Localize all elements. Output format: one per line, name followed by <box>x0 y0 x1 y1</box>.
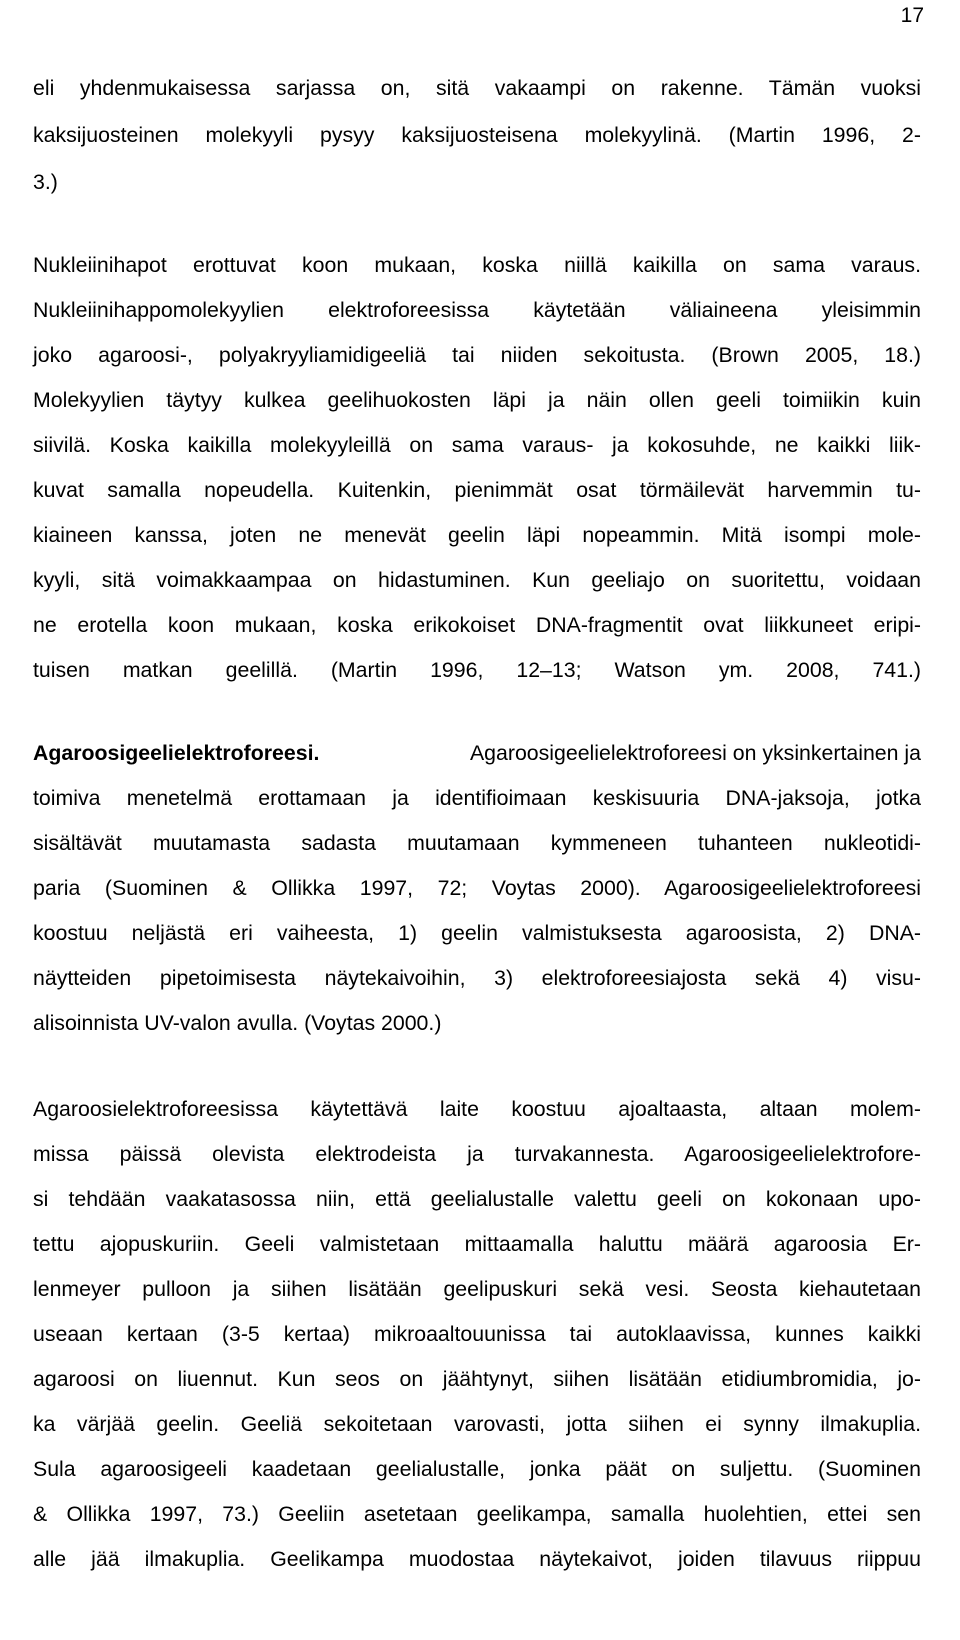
text-line: Molekyylien täytyy kulkea geelihuokosten läpi ja näin ollen geeli toimiikin kuin <box>33 388 921 412</box>
text-line: kiaineen kanssa, joten ne menevät geelin läpi nopeammin. Mitä isompi mole- <box>33 523 921 547</box>
text-line: useaan kertaan (3-5 kertaa) mikroaaltouunissa tai autoklaavissa, kunnes kaikki <box>33 1322 921 1346</box>
text-line: kyyli, sitä voimakkaampaa on hidastuminen. Kun geeliajo on suoritettu, voidaan <box>33 568 921 592</box>
text-line: sisältävät muutamasta sadasta muutamaan kymmeneen tuhanteen nukleotidi- <box>33 831 921 855</box>
section-heading: Agaroosigeelielektroforeesi. <box>33 741 320 765</box>
text-line: koostuu neljästä eri vaiheesta, 1) geelin valmistuksesta agaroosista, 2) DNA- <box>33 921 921 945</box>
text-line <box>33 735 921 771</box>
text-line: ne erotella koon mukaan, koska erikokoiset DNA-fragmentit ovat liikkuneet eripi- <box>33 613 921 637</box>
heading-continuation: Agaroosigeelielektroforeesi on yksinkertainen ja <box>469 741 921 765</box>
text-line: näytteiden pipetoimisesta näytekaivoihin, 3) elektroforeesiajosta sekä 4) visu- <box>33 966 921 990</box>
text-line: siivilä. Koska kaikilla molekyyleillä on sama varaus- ja kokosuhde, ne kaikki liik- <box>33 433 921 457</box>
text-line: ka värjää geelin. Geeliä sekoitetaan varovasti, jotta siihen ei synny ilmakuplia. <box>33 1412 921 1436</box>
text-line: alle jää ilmakuplia. Geelikampa muodostaa näytekaivot, joiden tilavuus riippuu <box>33 1547 921 1571</box>
text-line: tettu ajopuskuriin. Geeli valmistetaan mittaamalla haluttu määrä agaroosia Er- <box>33 1232 921 1256</box>
page-number: 17 <box>900 4 924 27</box>
text-line: missa päissä olevista elektrodeista ja turvakannesta. Agaroosigeelielektrofore- <box>33 1142 921 1166</box>
text-line: paria (Suominen & Ollikka 1997, 72; Voytas 2000). Agaroosigeelielektroforeesi <box>33 876 921 900</box>
text-line: tuisen matkan geelillä. (Martin 1996, 12–13; Watson ym. 2008, 741.) <box>33 658 921 682</box>
text-line: Sula agaroosigeeli kaadetaan geelialustalle, jonka päät on suljettu. (Suominen <box>33 1457 921 1481</box>
text-line: kuvat samalla nopeudella. Kuitenkin, pienimmät osat törmäilevät harvemmin tu- <box>33 478 921 502</box>
text-line: Nukleiinihappomolekyylien elektroforeesissa käytetään väliaineena yleisimmin <box>33 298 921 322</box>
text-line: kaksijuosteinen molekyyli pysyy kaksijuosteisena molekyylinä. (Martin 1996, 2- <box>33 123 921 147</box>
text-line: alisoinnista UV-valon avulla. (Voytas 2000.) <box>33 1011 442 1035</box>
text-line: Nukleiinihapot erottuvat koon mukaan, koska niillä kaikilla on sama varaus. <box>33 253 921 277</box>
text-line: toimiva menetelmä erottamaan ja identifioimaan keskisuuria DNA-jaksoja, jotka <box>33 786 921 810</box>
text-line: lenmeyer pulloon ja siihen lisätään geelipuskuri sekä vesi. Seosta kiehautetaan <box>33 1277 921 1301</box>
text-line: agaroosi on liuennut. Kun seos on jäähtynyt, siihen lisätään etidiumbromidia, jo- <box>33 1367 921 1391</box>
text-line: & Ollikka 1997, 73.) Geeliin asetetaan geelikampa, samalla huolehtien, ettei sen <box>33 1502 921 1526</box>
text-line: joko agaroosi-, polyakryyliamidigeeliä tai niiden sekoitusta. (Brown 2005, 18.) <box>33 343 921 367</box>
text-line: Agaroosielektroforeesissa käytettävä laite koostuu ajoaltaasta, altaan molem- <box>33 1097 921 1121</box>
text-line: 3.) <box>33 170 58 194</box>
text-line: si tehdään vaakatasossa niin, että geelialustalle valettu geeli on kokonaan upo- <box>33 1187 921 1211</box>
text-line: eli yhdenmukaisessa sarjassa on, sitä vakaampi on rakenne. Tämän vuoksi <box>33 76 921 100</box>
